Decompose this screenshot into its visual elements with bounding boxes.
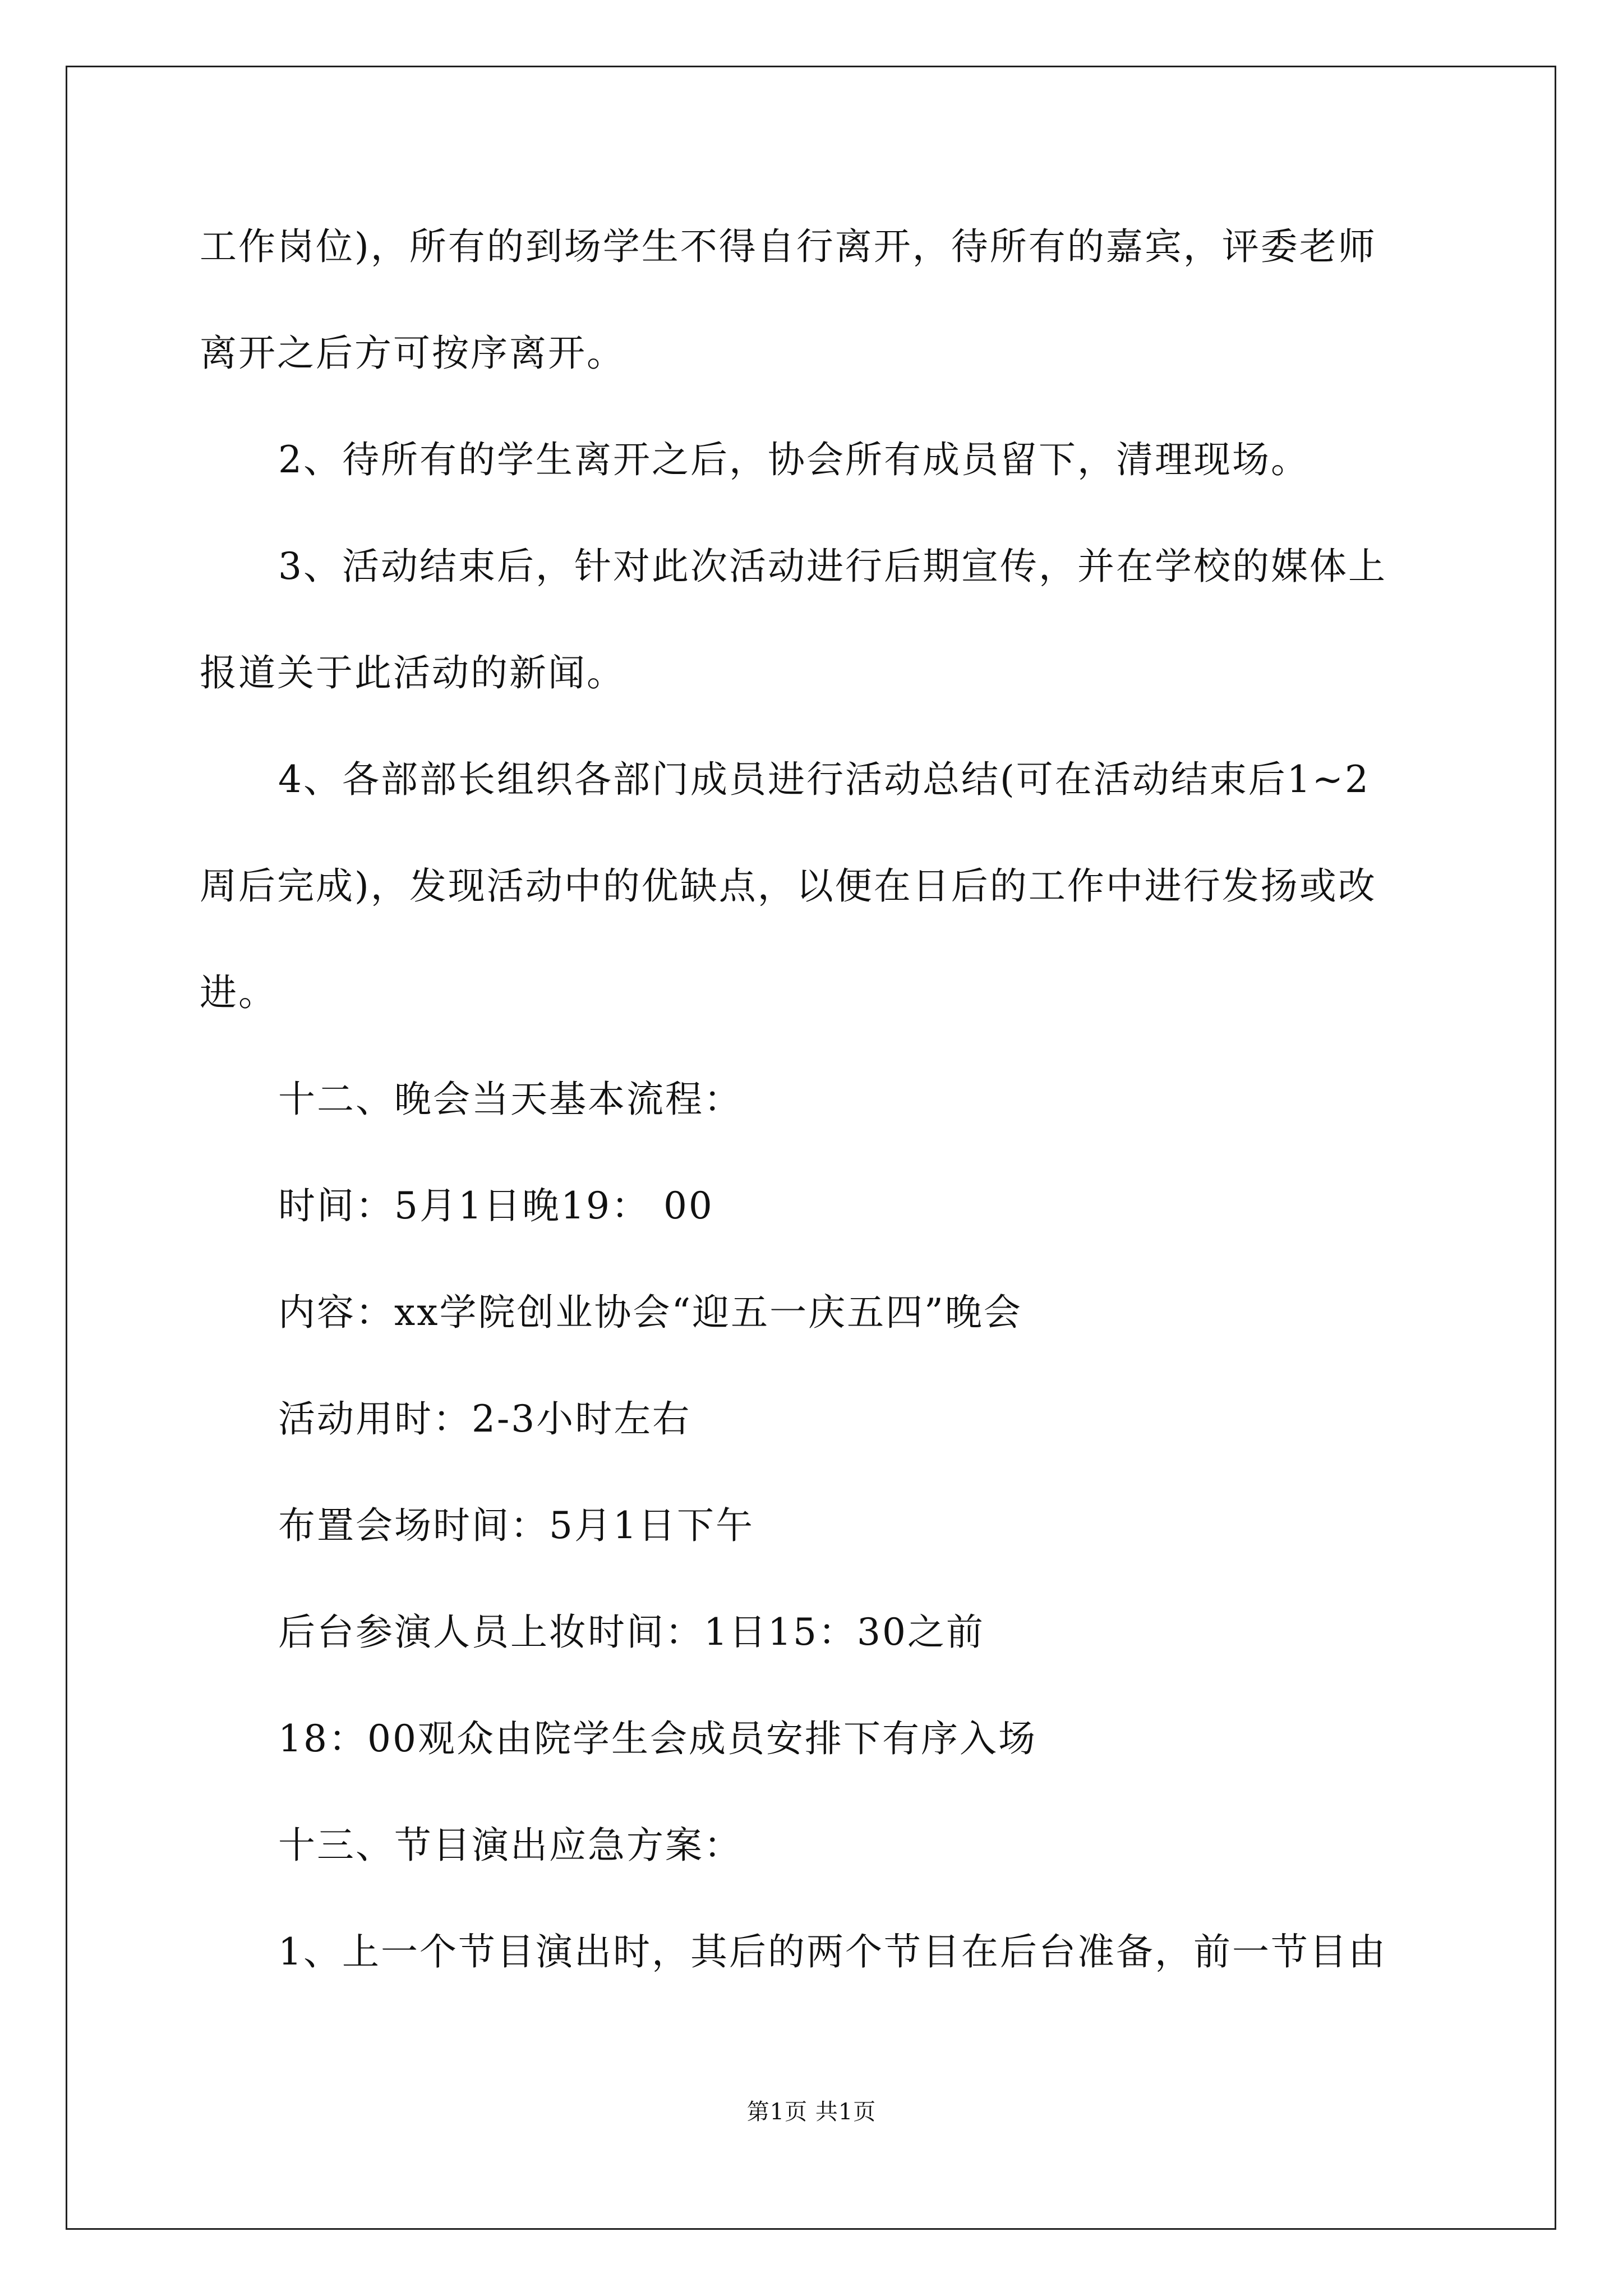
body-line-10: 时间：5月1日晚19： 00: [278, 1184, 714, 1227]
body-line-11: 内容：xx学院创业协会“迎五一庆五四”晚会: [278, 1291, 1022, 1334]
body-line-4: 3、活动结束后，针对此次活动进行后期宣传，并在学校的媒体上: [278, 545, 1387, 588]
page-footer: 第1页 共1页: [746, 2099, 877, 2125]
body-line-15: 18：00观众由院学生会成员安排下有序入场: [278, 1717, 1037, 1760]
body-line-8: 进。: [200, 971, 277, 1014]
section-heading-13: 十三、节目演出应急方案：: [278, 1824, 743, 1867]
body-line-12: 活动用时：2-3小时左右: [278, 1397, 691, 1441]
body-line-6: 4、各部部长组织各部门成员进行活动总结(可在活动结束后1~2: [278, 758, 1371, 801]
body-line-13: 布置会场时间：5月1日下午: [278, 1504, 754, 1547]
body-line-5: 报道关于此活动的新闻。: [200, 651, 625, 694]
body-line-14: 后台参演人员上妆时间：1日15：30之前: [278, 1611, 985, 1654]
section-heading-12: 十二、晚会当天基本流程：: [278, 1078, 743, 1121]
body-line-7: 周后完成)，发现活动中的优缺点，以便在日后的工作中进行发扬或改: [200, 864, 1377, 908]
page-border: [66, 66, 1556, 2230]
body-line-1: 工作岗位)，所有的到场学生不得自行离开，待所有的嘉宾，评委老师: [200, 225, 1377, 268]
body-line-17: 1、上一个节目演出时，其后的两个节目在后台准备，前一节目由: [278, 1930, 1387, 1973]
body-line-2: 离开之后方可按序离开。: [200, 332, 625, 375]
body-line-3: 2、待所有的学生离开之后，协会所有成员留下，清理现场。: [278, 438, 1310, 481]
